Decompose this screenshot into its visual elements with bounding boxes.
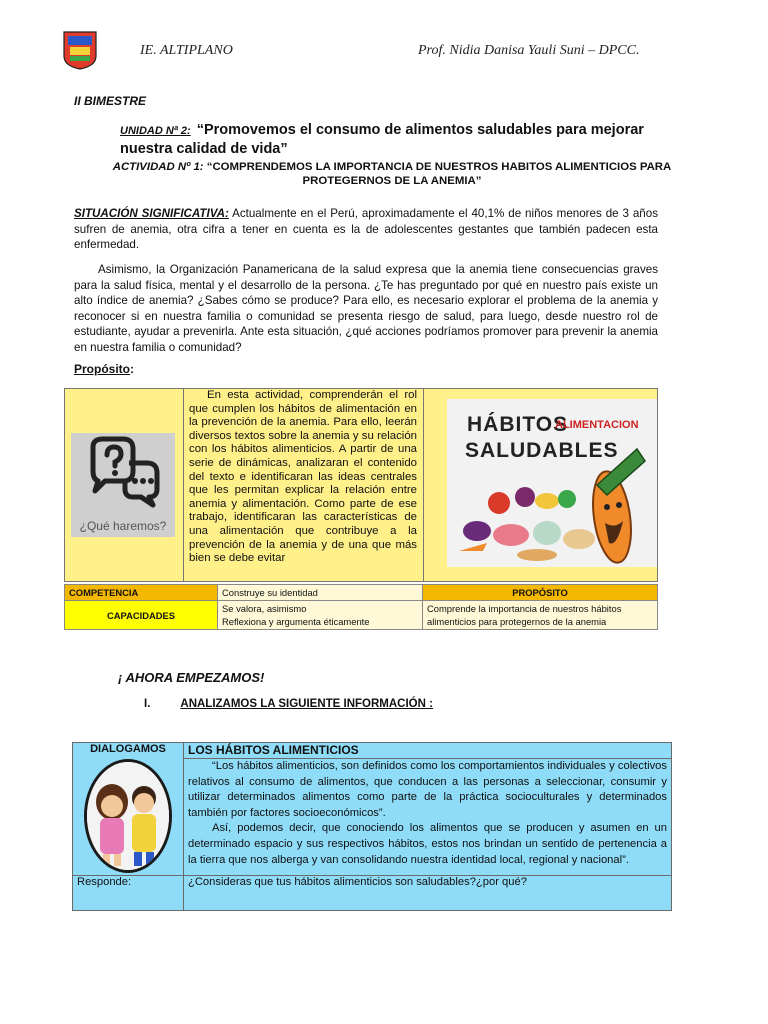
habitos-saludables-image [447, 399, 657, 567]
responde-label: Responde: [73, 876, 184, 911]
image-title-alimentacion: ALIMENTACION [555, 419, 639, 431]
proposito-column-label: PROPÓSITO [423, 585, 658, 601]
dialogamos-heading: LOS HÁBITOS ALIMENTICIOS [184, 743, 672, 759]
dialogamos-label: DIALOGAMOS [90, 743, 166, 755]
activity-heading [112, 160, 672, 188]
dialogamos-cell [73, 743, 184, 876]
unit-title: “Promovemos el consumo de alimentos saludables para mejorar nuestra calidad de vida” [120, 122, 644, 157]
image-title-saludables: SALUDABLES [465, 439, 619, 462]
dialogamos-table [72, 742, 672, 911]
question-caption: ¿Qué haremos? [79, 519, 167, 533]
unit-label: UNIDAD Nª 2: [120, 125, 191, 137]
capacidades-label: CAPACIDADES [65, 601, 218, 630]
children-illustration-icon [87, 762, 169, 870]
proposito-value: Comprende la importancia de nuestros hábitos alimenticios para protegernos de la anemia [423, 601, 658, 630]
proposito-colon: : [130, 362, 134, 376]
section-i-numeral: I. [144, 698, 151, 710]
ahora-empezamos-heading: ¡ AHORA EMPEZAMOS! [118, 670, 265, 685]
school-logo [62, 30, 98, 70]
competencia-table [64, 584, 658, 630]
section-i-heading [144, 698, 433, 710]
responde-question: ¿Consideras que tus hábitos alimenticios son saludables?¿por qué? [184, 876, 672, 911]
situacion-label: SITUACIÓN SIGNIFICATIVA: [74, 207, 229, 220]
competencia-label: COMPETENCIA [65, 585, 218, 601]
situacion-paragraph-2: Asimismo, la Organización Panamericana de la salud expresa que la anemia tiene consecuencias graves para la salud física, mental y el desarrollo de la persona. ¿Te has preguntado por qué en nuestro país existe un alto índice de anemia? ¿Sabes cómo se produce? Para ello, es necesario explorar el problema de la anemia y reconocer si en nuestra familia o comunidad se presenta riesgo de salud, para luego, desde nuestro rol de estudiante, ayudar a prevenirla. Ante esta situación, ¿qué acciones podríamos promover para prevenir la anemia en nuestra familia o comunidad? [74, 263, 658, 354]
proposito-text: En esta actividad, comprenderán el rol que cumplen los hábitos de alimentación en la prevención de la anemia. Para ello, leerán diversos textos sobre la anemia y su relación con los hábitos alimenticios. A partir de una serie de dinámicas, analizaran el contenido del texto e identificaran las ideas centrales que les permitan explicar la relación entre anemia y alimentación. Como parte de ese trabajo, identificaran las características de una alimentación que contribuye a la prevención de la anemia y de una que más bien se debe evitar [189, 389, 417, 565]
dialogamos-paragraph-1: “Los hábitos alimenticios, son definidos como los comportamientos individuales y colectivos relativos al consumo de alimentos, que conducen a las personas a seleccionar, consumir y utilizar determinados alimentos como parte de la práctica socioculturales y determinados también por factores socioeconómicos”. [188, 759, 667, 819]
dialogamos-text [184, 758, 672, 875]
capacidad-1: Se valora, asimismo [222, 603, 307, 614]
situacion-paragraph [74, 206, 658, 253]
dialogamos-paragraph-2: Así, podemos decir, que conociendo los alimentos que se producen y asumen en un determinado espacio y sus respectivos hábitos, estos nos brindan un sentido de pertenencia a la tierra que nos alberga y van consolidando nuestra identidad local, regional y nacional”. [188, 822, 667, 866]
activity-label: ACTIVIDAD Nº 1: [112, 161, 204, 173]
situacion-text: Actualmente en el Perú, aproximadamente el 40,1% de niños menores de 3 años sufren de anemia, otra cifra a tener en cuenta es la de adolescentes gestantes que también padecen esta enfermedad. [74, 207, 658, 251]
proposito-label: Propósito [74, 362, 130, 376]
school-name: IE. ALTIPLANO [140, 43, 233, 58]
children-image [84, 759, 172, 873]
activity-title: “COMPRENDEMOS LA IMPORTANCIA DE NUESTROS HABITOS ALIMENTICIOS PARA PROTEGERNOS DE LA ANEMIA” [206, 161, 672, 187]
unit-heading [120, 121, 680, 158]
competencia-value: Construye su identidad [218, 585, 423, 601]
capacidad-2: Reflexiona y argumenta éticamente [222, 616, 370, 627]
teacher-name: Prof. Nidia Danisa Yauli Suni – DPCC. [418, 43, 640, 58]
proposito-heading [74, 362, 134, 376]
bimestre-label: II BIMESTRE [74, 94, 147, 108]
section-i-title: ANALIZAMOS LA SIGUIENTE INFORMACIÓN : [180, 698, 433, 710]
proposito-box [64, 388, 658, 582]
capacidades-values [218, 601, 423, 630]
question-image [71, 433, 175, 537]
speech-bubbles-icon [71, 433, 175, 513]
food-illustration-icon [447, 399, 657, 567]
image-title-habitos: HÁBITOS [467, 413, 569, 436]
